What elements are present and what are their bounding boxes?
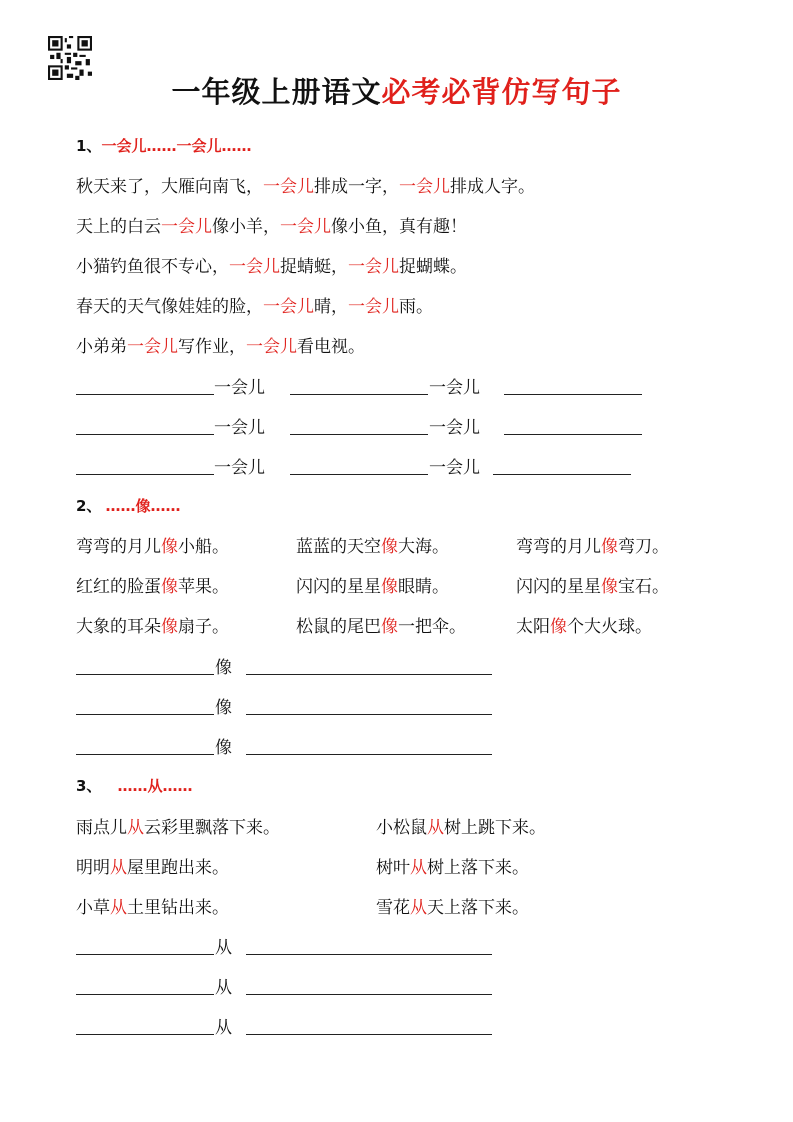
sentence-text: 排成一字， xyxy=(314,177,399,197)
blank-keyword: 从 xyxy=(215,1018,232,1038)
sentence-text: 闪闪的星星 xyxy=(296,577,381,597)
example-sentence xyxy=(296,612,466,637)
keyword: 一会儿 xyxy=(161,217,212,237)
section-number: 2、 xyxy=(76,497,102,515)
sentence-text: 排成人字。 xyxy=(450,177,535,197)
sentence-text: 看电视。 xyxy=(297,337,365,357)
blank-input-line[interactable] xyxy=(76,713,214,715)
blank-input-line[interactable] xyxy=(246,713,492,715)
keyword: 一会儿 xyxy=(348,297,399,317)
blank-input-line[interactable] xyxy=(493,473,631,475)
blank-keyword: 从 xyxy=(215,978,232,998)
sentence-text: 小草 xyxy=(76,898,110,918)
sentence-text: 雨点儿 xyxy=(76,818,127,838)
blank-input-line[interactable] xyxy=(246,993,492,995)
section-heading xyxy=(76,495,180,516)
keyword: 从 xyxy=(110,858,127,878)
blank-input-line[interactable] xyxy=(290,473,428,475)
blank-input-line[interactable] xyxy=(76,673,214,675)
sentence-text: 眼睛。 xyxy=(398,577,449,597)
blank-input-line[interactable] xyxy=(290,393,428,395)
keyword: 一会儿 xyxy=(246,337,297,357)
section-pattern: ……从…… xyxy=(117,777,193,795)
blank-keyword: 一会儿 xyxy=(214,458,265,478)
blank-keyword: 一会儿 xyxy=(429,418,480,438)
sentence-text: 像小鱼，真有趣！ xyxy=(331,217,467,237)
example-sentence xyxy=(516,532,669,557)
example-sentence xyxy=(76,813,280,838)
keyword: 像 xyxy=(601,577,618,597)
blank-keyword: 一会儿 xyxy=(429,378,480,398)
example-sentence xyxy=(76,212,467,237)
keyword: 像 xyxy=(161,617,178,637)
keyword: 像 xyxy=(550,617,567,637)
example-sentence xyxy=(376,853,529,878)
sentence-text: 秋天来了，大雁向南飞， xyxy=(76,177,263,197)
blank-input-line[interactable] xyxy=(246,953,492,955)
keyword: 像 xyxy=(161,577,178,597)
blank-keyword: 像 xyxy=(215,698,232,718)
keyword: 一会儿 xyxy=(229,257,280,277)
sentence-text: 大海。 xyxy=(398,537,449,557)
keyword: 从 xyxy=(427,818,444,838)
blank-keyword: 一会儿 xyxy=(429,458,480,478)
sentence-text: 雨。 xyxy=(399,297,433,317)
example-sentence xyxy=(76,332,365,357)
blank-input-line[interactable] xyxy=(76,1033,214,1035)
example-sentence xyxy=(76,292,433,317)
sentence-text: 像小羊， xyxy=(212,217,280,237)
sentence-text: 小弟弟 xyxy=(76,337,127,357)
sentence-text: 弯刀。 xyxy=(618,537,669,557)
sentence-text: 捉蜻蜓， xyxy=(280,257,348,277)
keyword: 一会儿 xyxy=(399,177,450,197)
keyword: 一会儿 xyxy=(127,337,178,357)
blank-input-line[interactable] xyxy=(76,473,214,475)
sentence-text: 苹果。 xyxy=(178,577,229,597)
section-number: 1、 xyxy=(76,137,102,155)
sentence-text: 扇子。 xyxy=(178,617,229,637)
sentence-text: 小松鼠 xyxy=(376,818,427,838)
keyword: 一会儿 xyxy=(263,297,314,317)
sentence-text: 小船。 xyxy=(178,537,229,557)
keyword: 从 xyxy=(410,898,427,918)
sentence-text: 个大火球。 xyxy=(567,617,652,637)
sentence-text: 小猫钓鱼很不专心， xyxy=(76,257,229,277)
keyword: 像 xyxy=(161,537,178,557)
blank-input-line[interactable] xyxy=(246,673,492,675)
sentence-text: 蓝蓝的天空 xyxy=(296,537,381,557)
example-sentence xyxy=(76,612,229,637)
blank-input-line[interactable] xyxy=(76,393,214,395)
sentence-text: 春天的天气像娃娃的脸， xyxy=(76,297,263,317)
blank-keyword: 像 xyxy=(215,658,232,678)
sentence-text: 一把伞。 xyxy=(398,617,466,637)
sentence-text: 云彩里飘落下来。 xyxy=(144,818,280,838)
example-sentence xyxy=(376,893,529,918)
sentence-text: 大象的耳朵 xyxy=(76,617,161,637)
blank-keyword: 一会儿 xyxy=(214,378,265,398)
sentence-text: 写作业， xyxy=(178,337,246,357)
sentence-text: 闪闪的星星 xyxy=(516,577,601,597)
sentence-text: 宝石。 xyxy=(618,577,669,597)
example-sentence xyxy=(76,252,467,277)
blank-input-line[interactable] xyxy=(504,393,642,395)
example-sentence xyxy=(516,612,652,637)
sentence-text: 树叶 xyxy=(376,858,410,878)
sentence-text: 树上落下来。 xyxy=(427,858,529,878)
sentence-text: 松鼠的尾巴 xyxy=(296,617,381,637)
blank-keyword: 一会儿 xyxy=(214,418,265,438)
sentence-text: 明明 xyxy=(76,858,110,878)
example-sentence xyxy=(296,532,449,557)
keyword: 像 xyxy=(381,577,398,597)
example-sentence xyxy=(76,172,535,197)
example-sentence xyxy=(296,572,449,597)
blank-input-line[interactable] xyxy=(76,433,214,435)
example-sentence xyxy=(76,572,229,597)
sentence-text: 晴， xyxy=(314,297,348,317)
keyword: 从 xyxy=(110,898,127,918)
section-heading xyxy=(76,775,192,796)
keyword: 一会儿 xyxy=(263,177,314,197)
sentence-text: 土里钻出来。 xyxy=(127,898,229,918)
blank-input-line[interactable] xyxy=(76,753,214,755)
example-sentence xyxy=(76,853,229,878)
sentence-text: 捉蝴蝶。 xyxy=(399,257,467,277)
section-heading xyxy=(76,135,251,156)
blank-input-line[interactable] xyxy=(504,433,642,435)
page-title: 一年级上册语文必考必背仿写句子 xyxy=(171,75,622,109)
keyword: 从 xyxy=(127,818,144,838)
sentence-text: 树上跳下来。 xyxy=(444,818,546,838)
sentence-text: 天上落下来。 xyxy=(427,898,529,918)
keyword: 像 xyxy=(381,537,398,557)
example-sentence xyxy=(376,813,546,838)
keyword: 从 xyxy=(410,858,427,878)
keyword: 像 xyxy=(381,617,398,637)
section-pattern: 一会儿……一会儿…… xyxy=(101,137,252,155)
example-sentence xyxy=(76,893,229,918)
blank-input-line[interactable] xyxy=(246,753,492,755)
blank-input-line[interactable] xyxy=(290,433,428,435)
sentence-text: 红红的脸蛋 xyxy=(76,577,161,597)
keyword: 一会儿 xyxy=(280,217,331,237)
section-pattern: ……像…… xyxy=(105,497,181,515)
sentence-text: 雪花 xyxy=(376,898,410,918)
blank-keyword: 从 xyxy=(215,938,232,958)
example-sentence xyxy=(516,572,669,597)
blank-input-line[interactable] xyxy=(246,1033,492,1035)
sentence-text: 弯弯的月儿 xyxy=(76,537,161,557)
example-sentence xyxy=(76,532,229,557)
sentence-text: 屋里跑出来。 xyxy=(127,858,229,878)
blank-input-line[interactable] xyxy=(76,953,214,955)
sentence-text: 太阳 xyxy=(516,617,550,637)
sentence-text: 天上的白云 xyxy=(76,217,161,237)
keyword: 一会儿 xyxy=(348,257,399,277)
section-number: 3、 xyxy=(76,777,102,795)
blank-keyword: 像 xyxy=(215,738,232,758)
blank-input-line[interactable] xyxy=(76,993,214,995)
sentence-text: 弯弯的月儿 xyxy=(516,537,601,557)
keyword: 像 xyxy=(601,537,618,557)
